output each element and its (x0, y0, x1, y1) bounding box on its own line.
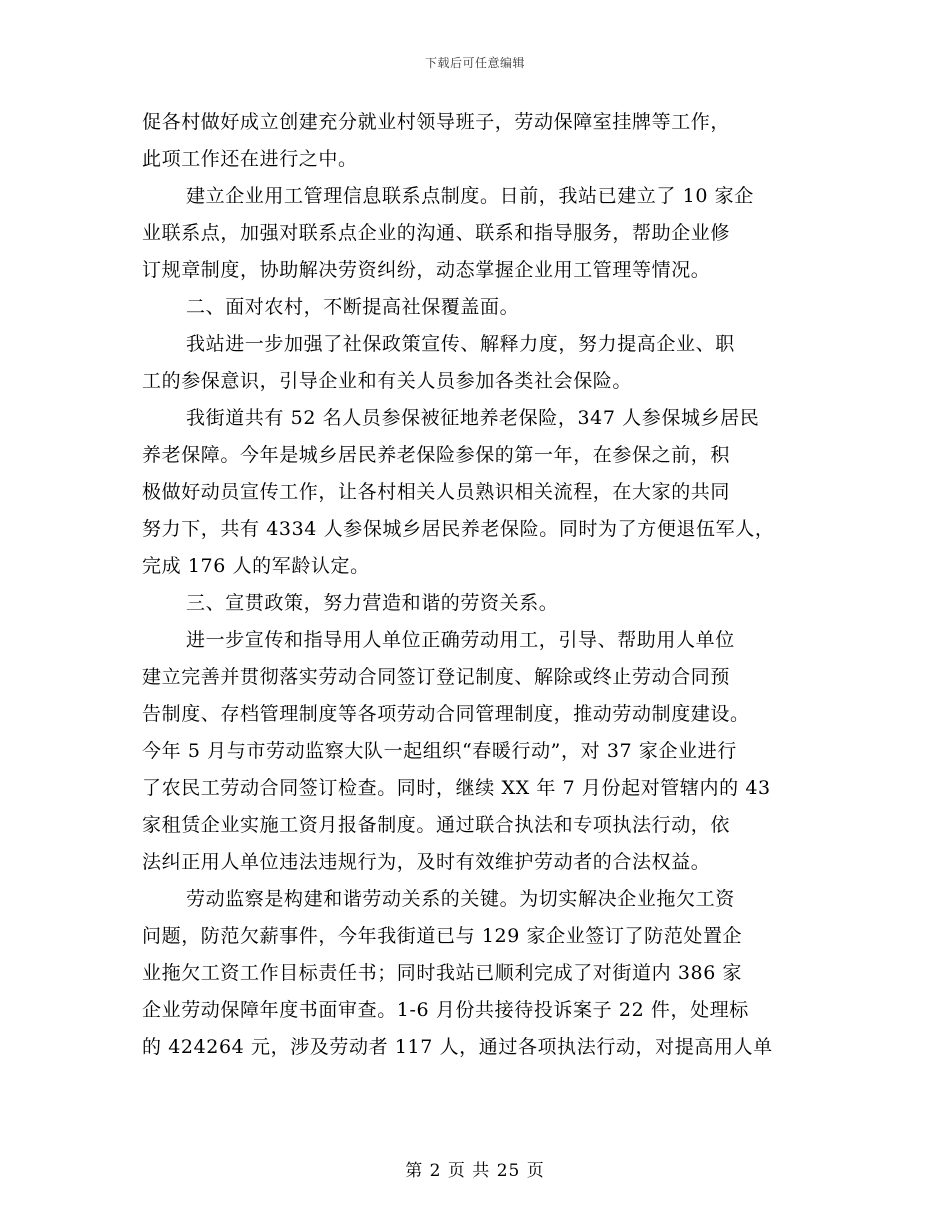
text-line: 进一步宣传和指导用人单位正确劳动用工，引导、帮助用人单位 (186, 629, 735, 651)
text-line: 家租赁企业实施工资月报备制度。通过联合执法和专项执法行动，依 (142, 814, 731, 836)
paragraph (142, 400, 814, 585)
text-line: 业联系点，加强对联系点企业的沟通、联系和指导服务，帮助企业修 (142, 222, 731, 244)
text-line: 此项工作还在进行之中。 (142, 148, 358, 170)
text-line: 完成 176 人的军龄认定。 (142, 555, 370, 577)
text-line: 问题，防范欠薪事件，今年我街道已与 129 家企业签订了防范处置企 (142, 925, 743, 947)
text-line: 告制度、存档管理制度等各项劳动合同管理制度，推动劳动制度建设。 (142, 703, 750, 725)
text-line: 我站进一步加强了社保政策宣传、解释力度，努力提高企业、职 (186, 333, 735, 355)
text-line: 了农民工劳动合同签订检查。同时，继续 XX 年 7 月份起对管辖内的 43 (142, 777, 771, 799)
text-line: 劳动监察是构建和谐劳动关系的关键。为切实解决企业拖欠工资 (186, 888, 735, 910)
paragraph (142, 104, 814, 178)
text-line: 业拖欠工资工作目标责任书；同时我站已顺利完成了对街道内 386 家 (142, 962, 743, 984)
text-line: 努力下，共有 4334 人参保城乡居民养老保险。同时为了方便退伍军人， (142, 518, 775, 540)
text-line: 今年 5 月与市劳动监察大队一起组织“春暖行动”，对 37 家企业进行 (142, 740, 737, 762)
text-line: 建立完善并贯彻落实劳动合同签订登记制度、解除或终止劳动合同预 (142, 666, 731, 688)
text-line: 的 424264 元，涉及劳动者 117 人，通过各项执法行动，对提高用人单 (142, 1036, 773, 1058)
paragraph (142, 881, 814, 1066)
section-heading (142, 289, 814, 326)
section-heading (142, 585, 814, 622)
text-line: 促各村做好成立创建充分就业村领导班子，劳动保障室挂牌等工作， (142, 111, 731, 133)
text-line: 工的参保意识，引导企业和有关人员参加各类社会保险。 (142, 370, 633, 392)
text-line: 三、宣贯政策，努力营造和谐的劳资关系。 (186, 592, 559, 614)
text-line: 极做好动员宣传工作，让各村相关人员熟识相关流程，在大家的共同 (142, 481, 731, 503)
text-line: 订规章制度，协助解决劳资纠纷，动态掌握企业用工管理等情况。 (142, 259, 711, 281)
text-line: 我街道共有 52 名人员参保被征地养老保险，347 人参保城乡居民 (186, 407, 760, 429)
page-header: 下载后可任意编辑 (424, 56, 525, 70)
text-line: 二、面对农村，不断提高社保覆盖面。 (186, 296, 520, 318)
text-line: 养老保障。今年是城乡居民养老保险参保的第一年，在参保之前，积 (142, 444, 731, 466)
page-number: 第 2 页 共 25 页 (405, 1161, 545, 1181)
paragraph (142, 622, 814, 881)
text-line: 企业劳动保障年度书面审查。1-6 月份共接待投诉案子 22 件，处理标 (142, 999, 749, 1021)
text-line: 建立企业用工管理信息联系点制度。日前，我站已建立了 10 家企 (186, 185, 754, 207)
document-body (142, 104, 814, 1066)
text-line: 法纠正用人单位违法违规行为，及时有效维护劳动者的合法权益。 (142, 851, 711, 873)
paragraph (142, 178, 814, 289)
paragraph (142, 326, 814, 400)
